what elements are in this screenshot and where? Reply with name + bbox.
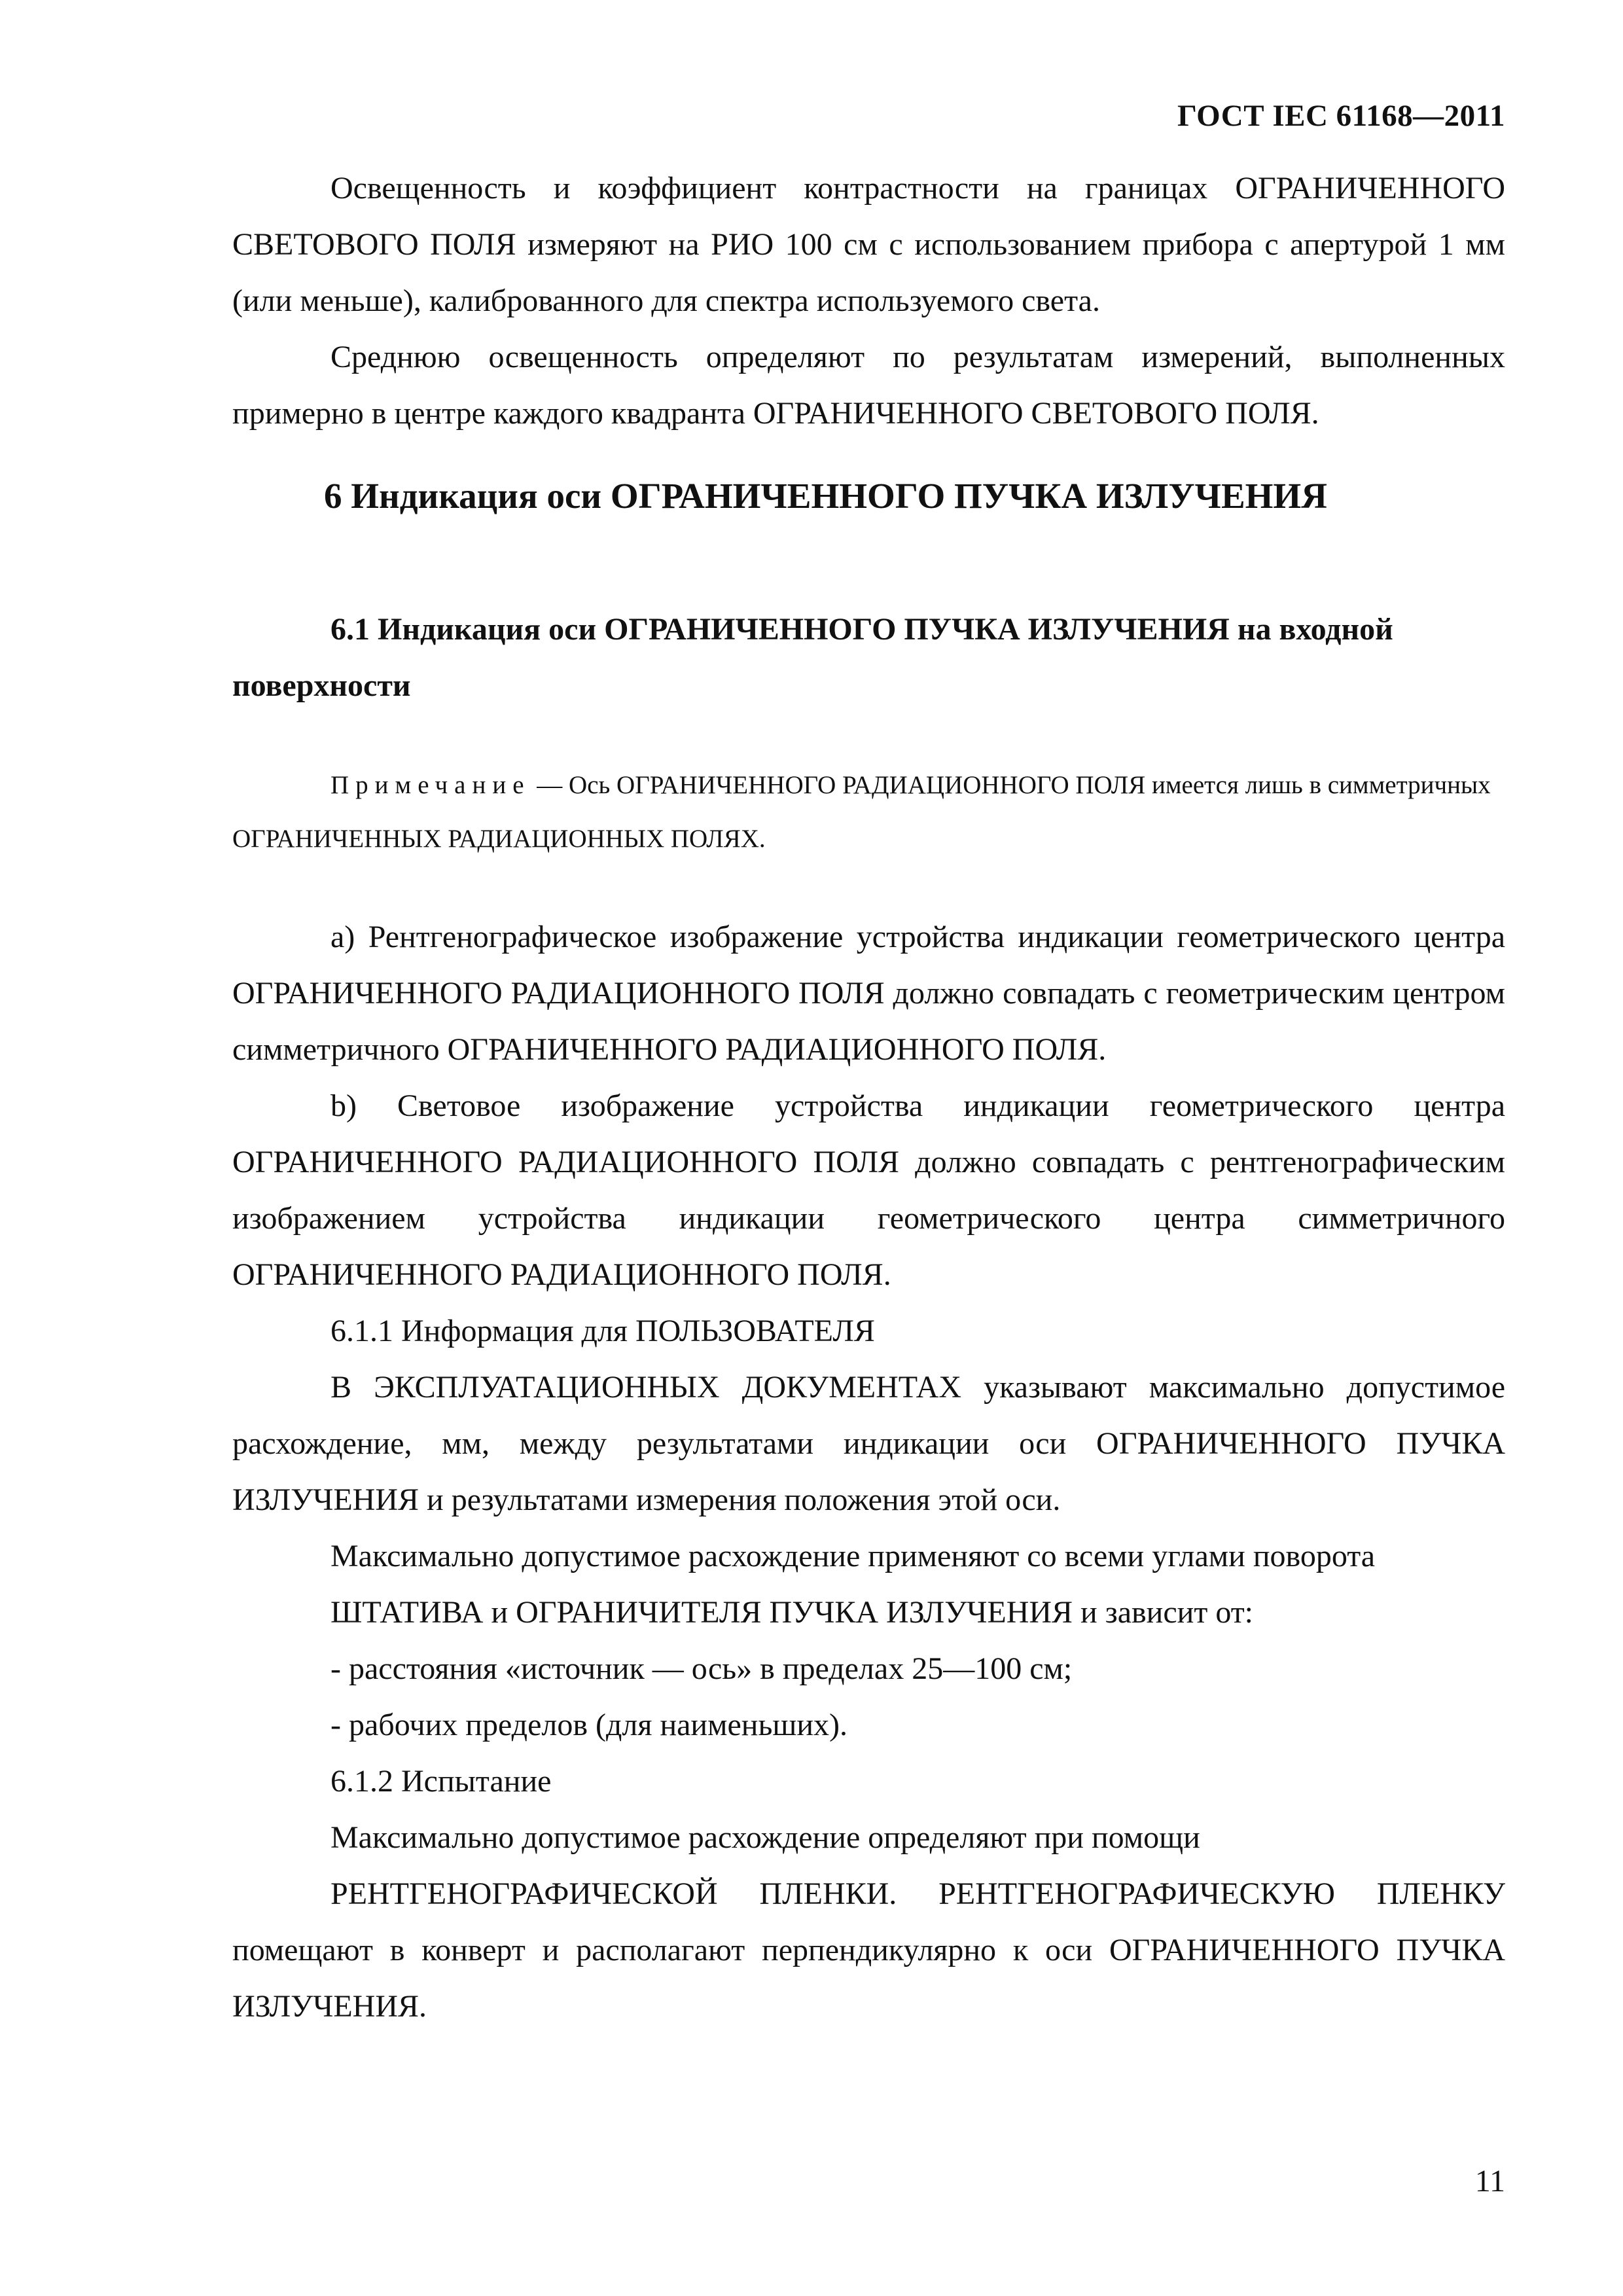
paragraph-film-placement: РЕНТГЕНОГРАФИЧЕСКОЙ ПЛЕНКИ. РЕНТГЕНОГРАФИЧЕСКУЮ ПЛЕНКУ помещают в конверт и располагают перпендикулярно к оси ОГРАНИЧЕННОГО ПУЧКА ИЗЛУЧЕНИЯ. (232, 1876, 1505, 2024)
note-label: Примечание (330, 771, 531, 799)
section-6-1-1-heading: 6.1.1 Информация для ПОЛЬЗОВАТЕЛЯ (330, 1314, 875, 1348)
section-6-1-heading: 6.1 Индикация оси ОГРАНИЧЕННОГО ПУЧКА ИЗЛУЧЕНИЯ на входной поверхности (232, 612, 1393, 703)
document-code-header: ГОСТ IEC 61168—2011 (1177, 99, 1505, 133)
page-body (232, 160, 1505, 2035)
paragraph-test-method: Максимально допустимое расхождение определяют при помощи (330, 1820, 1200, 1855)
bullet-source-axis-distance: - расстояния «источник — ось» в пределах 25—100 см; (330, 1651, 1073, 1686)
list-item-b: b) Световое изображение устройства индикации геометрического центра ОГРАНИЧЕННОГО РАДИАЦИОННОГО ПОЛЯ должно совпадать с рентгенографическим изображением устройства индикации геометрического центра симметричного ОГРАНИЧЕННОГО РАДИАЦИОННОГО ПОЛЯ. (232, 1088, 1505, 1292)
note-text: — Ось ОГРАНИЧЕННОГО РАДИАЦИОННОГО ПОЛЯ имеется лишь в симметричных ОГРАНИЧЕННЫХ РАДИАЦИОННЫХ ПОЛЯХ. (232, 771, 1491, 853)
bullet-working-limits: - рабочих пределов (для наименьших). (330, 1708, 848, 1742)
list-item-a: a) Рентгенографическое изображение устройства индикации геометрического центра ОГРАНИЧЕННОГО РАДИАЦИОННОГО ПОЛЯ должно совпадать с геометрическим центром симметричного ОГРАНИЧЕННОГО РАДИАЦИОННОГО ПОЛЯ. (232, 920, 1505, 1067)
section-6-heading: 6 Индикация оси ОГРАНИЧЕННОГО ПУЧКА ИЗЛУЧЕНИЯ (324, 476, 1327, 516)
paragraph-average-illuminance: Среднюю освещенность определяют по результатам измерений, выполненных примерно в центре каждого квадранта ОГРАНИЧЕННОГО СВЕТОВОГО ПОЛЯ. (232, 340, 1505, 431)
section-6-1-2-heading: 6.1.2 Испытание (330, 1764, 552, 1799)
paragraph-max-deviation-line1: Максимально допустимое расхождение применяют со всеми углами поворота (330, 1539, 1376, 1573)
note-block (232, 759, 1505, 866)
page-number: 11 (1474, 2164, 1505, 2198)
paragraph-operational-docs: В ЭКСПЛУАТАЦИОННЫХ ДОКУМЕНТАХ указывают максимально допустимое расхождение, мм, между результатами индикации оси ОГРАНИЧЕННОГО ПУЧКА ИЗЛУЧЕНИЯ и результатами измерения положения этой оси. (232, 1370, 1505, 1517)
paragraph-max-deviation-line2: ШТАТИВА и ОГРАНИЧИТЕЛЯ ПУЧКА ИЗЛУЧЕНИЯ и зависит от: (330, 1595, 1253, 1630)
paragraph-illuminance: Освещенность и коэффициент контрастности на границах ОГРАНИЧЕННОГО СВЕТОВОГО ПОЛЯ измеряют на РИО 100 см с использованием прибора с апертурой 1 мм (или меньше), калиброванного для спектра используемого света. (232, 171, 1505, 318)
